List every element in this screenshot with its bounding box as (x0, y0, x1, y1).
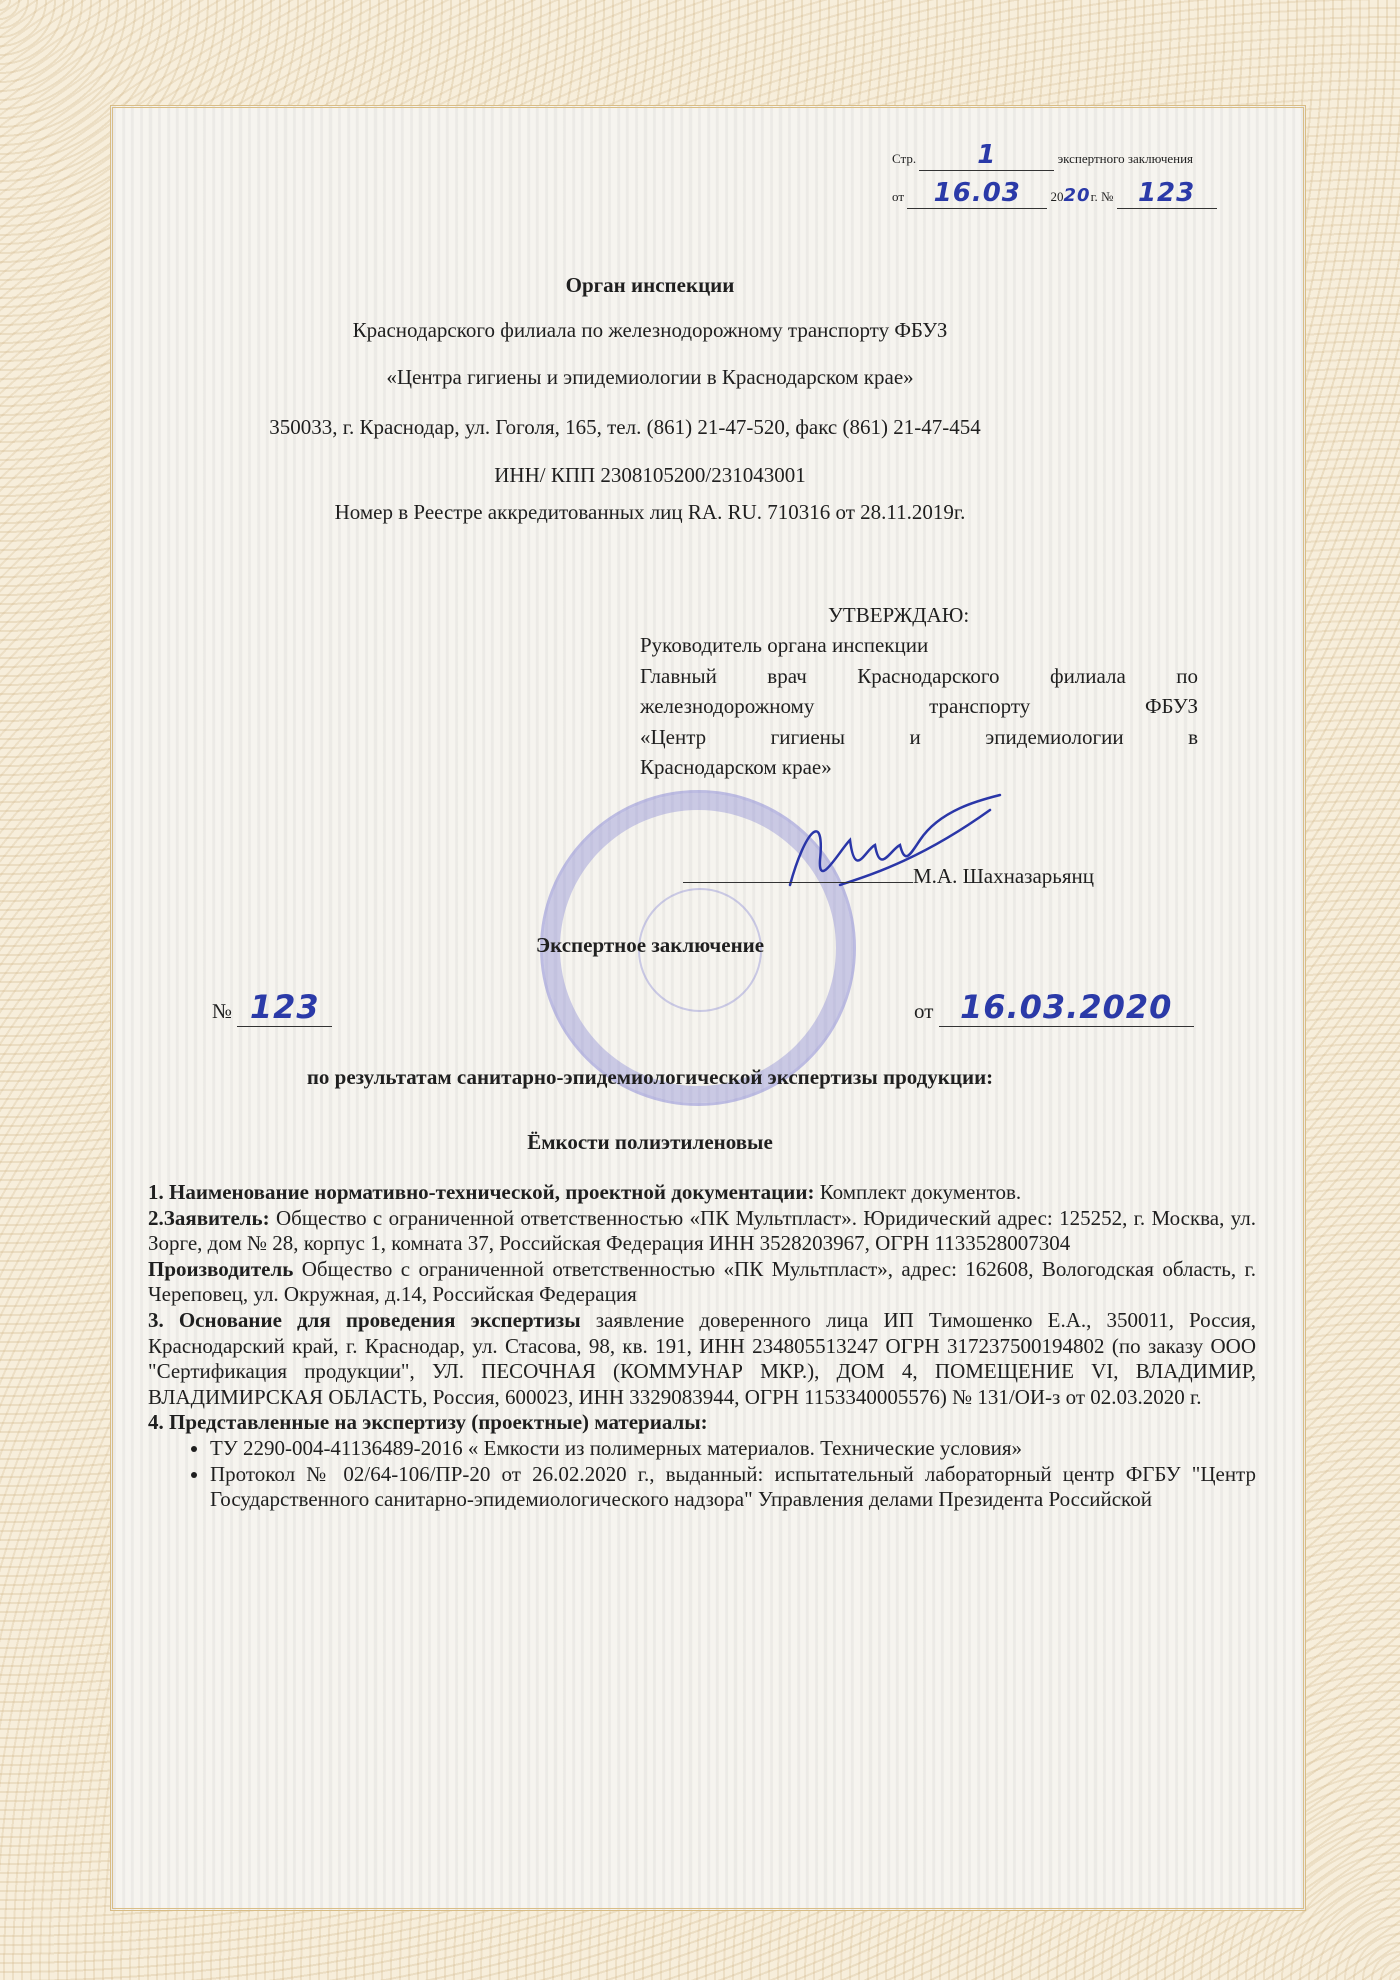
page-label: Стр. (892, 151, 917, 166)
date-number-reference (892, 178, 1217, 209)
section-producer (148, 1257, 1256, 1308)
section-2 (148, 1206, 1256, 1257)
org-inn: ИНН/ КПП 2308105200/231043001 (494, 463, 806, 487)
approval-block (640, 600, 1198, 783)
section-3-text: заявление доверенного лица ИП Тимошенко Е.А., 350011, Россия, Краснодарский край, г. Краснодар, ул. Стасова, 98, кв. 191, ИНН 234805513247 ОГРН 317237500194802 (по заказу ООО "Сертификация продукции", УЛ. ПЕСОЧНАЯ (КОММУНАР МКР.), ДОМ 4, ПОМЕЩЕНИЕ VI, ВЛАДИМИР, ВЛАДИМИРСКАЯ ОБЛАСТЬ, Россия, 600023, ИНН 3329083944, ОГРН 1153340005576) № 131/ОИ-з от 02.03.2020 г. (148, 1308, 1256, 1409)
org-title: Орган инспекции (565, 273, 735, 297)
approval-line-2: Главный врач Краснодарского филиала по (640, 663, 1198, 688)
year-suffix: г. № (1090, 189, 1114, 204)
page-reference (892, 140, 1193, 171)
org-line-2: «Центра гигиены и эпидемиологии в Краснодарском крае» (386, 365, 914, 389)
page-number-field (919, 140, 1054, 171)
conclusion-subtitle: по результатам санитарно-эпидемиологической экспертизы продукции: (306, 1065, 994, 1089)
org-registry: Номер в Реестре аккредитованных лиц RA. RU. 710316 от 28.11.2019г. (334, 500, 966, 524)
producer-text: Общество с ограниченной ответственностью «ПК Мультпласт», адрес: 162608, Вологодская область, г. Череповец, ул. Окружная, д.14, Российская Федерация (148, 1256, 1256, 1307)
producer-label: Производитель (148, 1256, 294, 1281)
section-1 (148, 1180, 1256, 1206)
list-item: • ТУ 2290-004-41136489-2016 « Емкости из полимерных материалов. Технические условия» (210, 1436, 1256, 1462)
conclusion-title: Экспертное заключение (535, 933, 765, 957)
approval-line-5: Краснодарском крае» (640, 755, 832, 780)
section-2-label: 2.Заявитель: (148, 1205, 270, 1230)
org-line-1: Краснодарского филиала по железнодорожному транспорту ФБУЗ (352, 318, 948, 342)
signer-name: М.А. Шахназарьянц (913, 864, 1094, 888)
year-handwritten: 20 (1063, 185, 1091, 206)
conclusion-date-field (939, 988, 1194, 1027)
section-4 (148, 1410, 1256, 1436)
conclusion-date (914, 988, 1194, 1027)
section-3 (148, 1308, 1256, 1410)
section-2-text: Общество с ограниченной ответственностью «ПК Мультпласт». Юридический адрес: 125252, г. Москва, ул. Зорге, дом № 28, корпус 1, комната 37, Российская Федерация ИНН 3528203967, ОГРН 1133528007304 (148, 1205, 1256, 1256)
section-4-label: 4. Представленные на экспертизу (проектные) материалы: (148, 1410, 708, 1435)
signature-blank (683, 862, 913, 883)
materials-list (148, 1436, 1256, 1513)
conclusion-date-label: от (914, 999, 934, 1023)
header-date-handwritten: 16.03 (933, 178, 1021, 208)
page-suffix: экспертного заключения (1057, 151, 1194, 166)
approval-line-1: Руководитель органа инспекции (640, 633, 929, 658)
approval-heading: УТВЕРЖДАЮ: (828, 603, 970, 627)
conclusion-number-label: № (212, 999, 233, 1023)
header-date-field (907, 178, 1047, 209)
signature-line (683, 862, 1094, 889)
header-number-field (1117, 178, 1217, 209)
list-item: • Протокол № 02/64-106/ПР-20 от 26.02.2020 г., выданный: испытательный лабораторный центр ФГБУ "Центр Государственного санитарно-эпидемиологического надзора" Управления делами Президента Российской (210, 1462, 1256, 1513)
approval-line-4: «Центр гигиены и эпидемиологии в (640, 724, 1198, 749)
approval-line-3: железнодорожному транспорту ФБУЗ (640, 694, 1198, 719)
conclusion-number (212, 988, 332, 1027)
product-name: Ёмкости полиэтиленовые (527, 1130, 773, 1154)
section-1-label: 1. Наименование нормативно-технической, проектной документации: (148, 1180, 815, 1204)
section-3-label: 3. Основание для проведения экспертизы (148, 1308, 581, 1333)
page-number-handwritten: 1 (977, 140, 997, 170)
document-body (148, 1180, 1256, 1513)
year-prefix: 20 (1050, 189, 1064, 204)
org-address: 350033, г. Краснодар, ул. Гоголя, 165, тел. (861) 21-47-520, факс (861) 21-47-454 (269, 415, 981, 439)
header-number-handwritten: 123 (1137, 178, 1196, 208)
section-1-text: Комплект документов. (814, 1180, 1022, 1204)
conclusion-number-handwritten: 123 (249, 988, 320, 1026)
conclusion-date-handwritten: 16.03.2020 (959, 988, 1173, 1026)
from-label: от (892, 189, 905, 204)
signature-image (750, 790, 1010, 920)
conclusion-number-field (237, 988, 332, 1027)
